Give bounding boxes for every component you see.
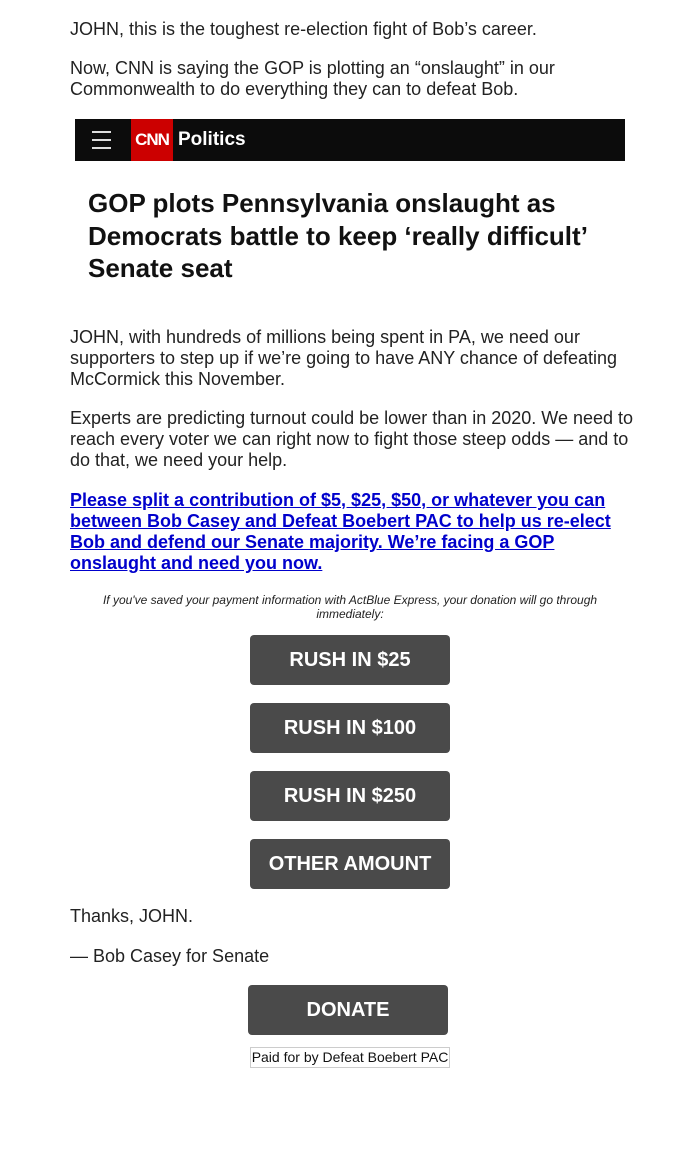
rush-250-button[interactable]: RUSH IN $250 <box>250 771 450 821</box>
other-amount-button[interactable]: OTHER AMOUNT <box>250 839 450 889</box>
donate-button[interactable]: DONATE <box>248 985 448 1035</box>
cnn-section-label: Politics <box>178 129 246 150</box>
spending-paragraph: JOHN, with hundreds of millions being spent in PA, we need our supporters to step up if we’re going to have ANY chance of defeating McCormick this November. <box>70 327 618 389</box>
signature-text: — Bob Casey for Senate <box>70 946 270 966</box>
paid-for-disclaimer: Paid for by Defeat Boebert PAC <box>250 1047 450 1068</box>
actblue-disclaimer: If you've saved your payment information with ActBlue Express, your donation will go through immediately: <box>102 593 598 621</box>
thanks-text: Thanks, JOHN. <box>70 906 194 926</box>
rush-25-button[interactable]: RUSH IN $25 <box>250 635 450 685</box>
cnn-screenshot <box>75 119 625 304</box>
rush-100-button[interactable]: RUSH IN $100 <box>250 703 450 753</box>
cnn-paragraph: Now, CNN is saying the GOP is plotting an “onslaught” in our Commonwealth to do everything they can to defeat Bob. <box>70 58 555 99</box>
contribution-link[interactable]: Please split a contribution of $5, $25, $50, or whatever you can between Bob Casey and Defeat Boebert PAC to help us re-elect Bob and defend our Senate majority. We’re facing a GOP onslaught and need you now. <box>70 490 611 573</box>
cnn-logo: CNN <box>131 119 173 161</box>
cnn-header-bar <box>75 119 625 161</box>
intro-paragraph: JOHN, this is the toughest re-election fight of Bob’s career. <box>70 19 537 39</box>
hamburger-menu-icon <box>92 131 111 155</box>
cnn-headline: GOP plots Pennsylvania onslaught as Democrats battle to keep ‘really difficult’ Senate seat <box>88 188 587 283</box>
turnout-paragraph: Experts are predicting turnout could be lower than in 2020. We need to reach every voter we can right now to fight those steep odds — and to do that, we need your help. <box>70 408 634 470</box>
